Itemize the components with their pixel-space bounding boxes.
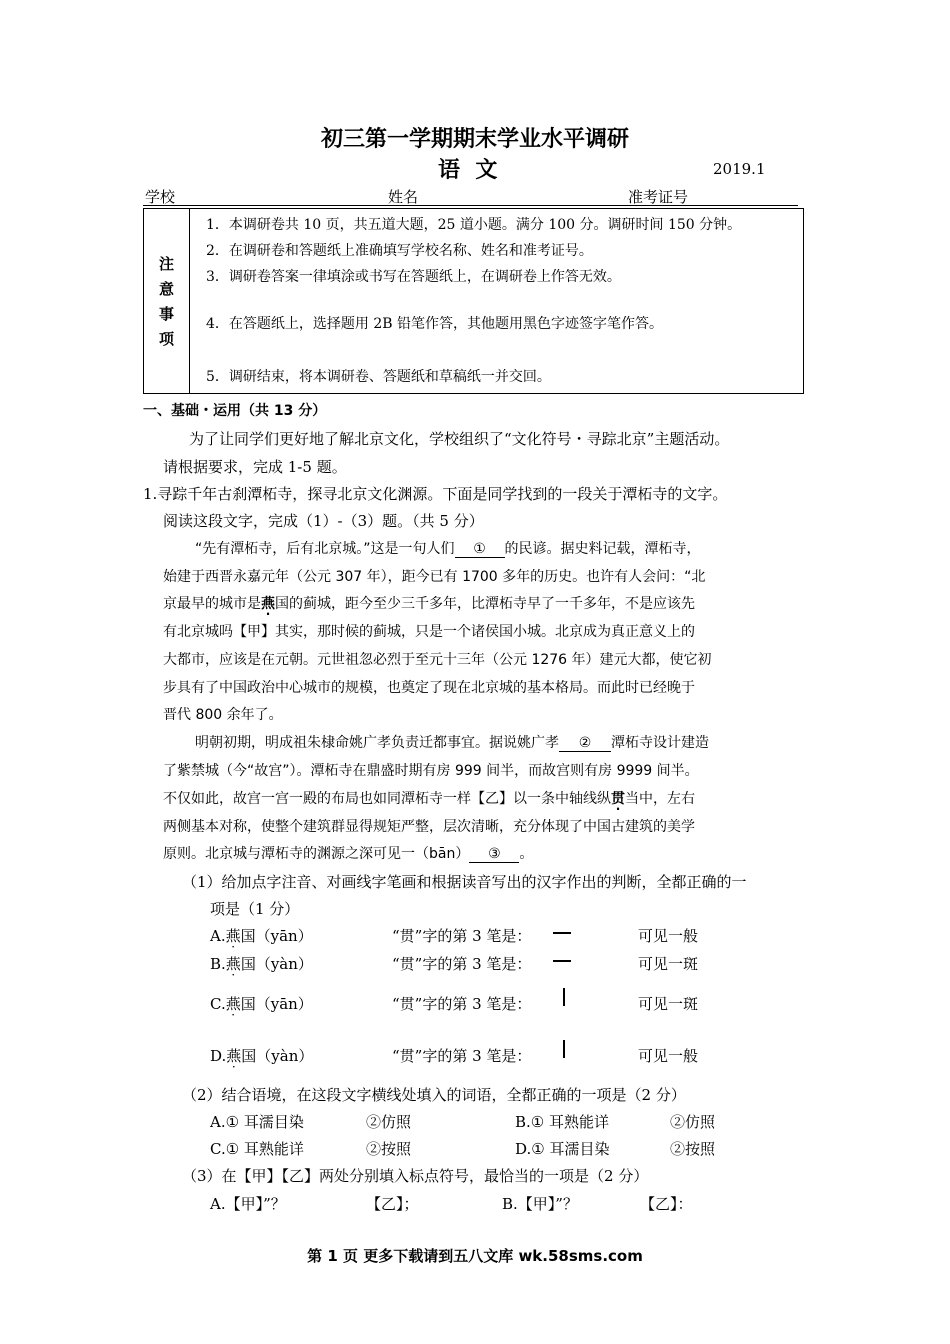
option-choice: B.【甲】”？ bbox=[502, 1195, 578, 1213]
passage-text: 不仅如此，故宫一宫一殿的布局也如同潭柘寺一样【乙】以一条中轴线纵 bbox=[163, 791, 611, 807]
option-choice: C.① 耳熟能详 bbox=[210, 1140, 304, 1158]
option-choice: ②仿照 bbox=[670, 1113, 716, 1131]
option-choice: ②按照 bbox=[366, 1140, 412, 1158]
subquestion-stem: （3）在【甲】【乙】两处分别填入标点符号，最恰当的一项是（2 分） bbox=[182, 1167, 649, 1185]
notice-label-cell bbox=[144, 209, 190, 393]
option-word: 可见一般 bbox=[638, 927, 699, 945]
option-letter: D.燕国（yàn） bbox=[210, 1047, 314, 1065]
stroke-horizontal-icon bbox=[553, 932, 571, 934]
section-heading: 一、基础・运用（共 13 分） bbox=[143, 403, 327, 419]
dotted-char: 燕 bbox=[226, 1047, 242, 1065]
field-exam-id: 准考证号 bbox=[628, 188, 689, 206]
field-name: 姓名 bbox=[388, 188, 419, 206]
option-choice: ②仿照 bbox=[366, 1113, 412, 1131]
field-school: 学校 bbox=[145, 188, 176, 206]
passage-text: 明朝初期，明成祖朱棣命姚广孝负责迁都事宜。据说姚广孝 bbox=[195, 735, 559, 751]
passage-line bbox=[195, 732, 709, 752]
option-letter: A.燕国（yān） bbox=[210, 927, 313, 945]
dotted-char: 燕 bbox=[225, 927, 241, 945]
option-choice: ②按照 bbox=[670, 1140, 716, 1158]
dotted-char: 燕 bbox=[225, 995, 241, 1013]
stroke-question: “贯”字的第 3 笔是： bbox=[392, 955, 532, 973]
option-word: 可见一斑 bbox=[638, 955, 699, 973]
option-choice: B.① 耳熟能详 bbox=[515, 1113, 610, 1131]
passage-line: 有北京城吗【甲】其实，那时候的蓟城，只是一个诸侯国小城。北京成为真正意义上的 bbox=[163, 624, 695, 640]
subquestion-stem: （1）给加点字注音、对画线字笔画和根据读音写出的汉字作出的判断，全都正确的一 bbox=[182, 873, 747, 891]
stroke-question: “贯”字的第 3 笔是： bbox=[392, 927, 532, 945]
notice-label-3: 事 bbox=[159, 305, 175, 323]
section-intro-line: 请根据要求，完成 1-5 题。 bbox=[163, 458, 347, 476]
header-underline bbox=[143, 205, 798, 206]
option-choice: 【乙】： bbox=[640, 1195, 693, 1213]
option-choice: 【乙】； bbox=[366, 1195, 419, 1213]
passage-line: 大都市，应该是在元朝。元世祖忽必烈于至元十三年（公元 1276 年）建元大都，使它初 bbox=[163, 652, 712, 668]
blank-3: ③ bbox=[469, 846, 519, 863]
option-word: 可见一斑 bbox=[638, 995, 699, 1013]
notice-label-1: 注 bbox=[159, 255, 175, 273]
blank-1: ① bbox=[455, 541, 505, 558]
passage-line bbox=[163, 788, 695, 808]
notice-item: 5．调研结束，将本调研卷、答题纸和草稿纸一并交回。 bbox=[206, 369, 551, 385]
notice-label-4: 项 bbox=[159, 330, 175, 348]
stroke-vertical-icon bbox=[563, 1040, 565, 1058]
subquestion-stem: 项是（1 分） bbox=[210, 900, 300, 918]
page-title: 初三第一学期期末学业水平调研 bbox=[320, 127, 629, 152]
passage-line: 了紫禁城（今“故宫”）。潭柘寺在鼎盛时期有房 999 间半，而故宫则有房 9999 间半。 bbox=[163, 763, 699, 779]
dotted-char: 燕 bbox=[225, 955, 241, 973]
notice-item: 4．在答题纸上，选择题用 2B 铅笔作答，其他题用黑色字迹签字笔作答。 bbox=[206, 316, 664, 332]
dotted-char: 燕 bbox=[261, 596, 275, 612]
stroke-horizontal-icon bbox=[553, 960, 571, 962]
stroke-vertical-icon bbox=[563, 988, 565, 1006]
passage-text: 的民谚。据史料记载，潭柘寺， bbox=[504, 541, 701, 557]
passage-text: 国的蓟城，距今至少三千多年，比潭柘寺早了一千多年，不是应该先 bbox=[275, 596, 695, 612]
subject-title: 语 文 bbox=[438, 158, 498, 183]
exam-date: 2019.1 bbox=[713, 160, 766, 178]
blank-2: ② bbox=[559, 735, 611, 752]
passage-text: 原则。北京城与潭柘寺的渊源之深可见一（bān） bbox=[163, 846, 470, 862]
notice-label-2: 意 bbox=[159, 280, 175, 298]
passage-line bbox=[195, 538, 701, 558]
option-choice: A.① 耳濡目染 bbox=[210, 1113, 304, 1131]
option-word: 可见一般 bbox=[638, 1047, 699, 1065]
passage-text: 当中，左右 bbox=[625, 791, 695, 807]
stroke-question: “贯”字的第 3 笔是： bbox=[392, 1047, 532, 1065]
notice-item: 3．调研卷答案一律填涂或书写在答题纸上，在调研卷上作答无效。 bbox=[206, 269, 621, 285]
passage-text: “先有潭柘寺，后有北京城。”这是一句人们 bbox=[195, 541, 455, 557]
dotted-char: 贯 bbox=[611, 791, 625, 807]
page-footer: 第 1 页 更多下载请到五八文库 wk.58sms.com bbox=[307, 1247, 643, 1265]
section-intro-line: 为了让同学们更好地了解北京文化，学校组织了“文化符号・寻踪北京”主题活动。 bbox=[189, 430, 730, 448]
option-choice: A.【甲】”？ bbox=[210, 1195, 286, 1213]
notice-item: 2．在调研卷和答题纸上准确填写学校名称、姓名和准考证号。 bbox=[206, 243, 593, 259]
passage-text: 京最早的城市是 bbox=[163, 596, 261, 612]
passage-text: 潭柘寺设计建造 bbox=[611, 735, 709, 751]
passage-line bbox=[163, 593, 695, 613]
passage-line: 晋代 800 余年了。 bbox=[163, 707, 283, 723]
passage-text: 。 bbox=[519, 846, 534, 862]
question-stem: 阅读这段文字，完成（1）-（3）题。（共 5 分） bbox=[163, 512, 484, 530]
option-letter: C.燕国（yān） bbox=[210, 995, 313, 1013]
passage-line: 始建于西晋永嘉元年（公元 307 年），距今已有 1700 多年的历史。也许有人会问：“北 bbox=[163, 569, 706, 585]
notice-box bbox=[143, 208, 804, 394]
stroke-question: “贯”字的第 3 笔是： bbox=[392, 995, 532, 1013]
option-choice: D.① 耳濡目染 bbox=[515, 1140, 610, 1158]
passage-line: 两侧基本对称，使整个建筑群显得规矩严整，层次清晰，充分体现了中国古建筑的美学 bbox=[163, 819, 695, 835]
notice-item: 1．本调研卷共 10 页，共五道大题，25 道小题。满分 100 分。调研时间 150 分钟。 bbox=[206, 217, 742, 233]
question-stem: 1.寻踪千年古刹潭柘寺，探寻北京文化渊源。下面是同学找到的一段关于潭柘寺的文字。 bbox=[143, 485, 728, 503]
option-letter: B.燕国（yàn） bbox=[210, 955, 313, 973]
passage-line: 步具有了中国政治中心城市的规模，也奠定了现在北京城的基本格局。而此时已经晚于 bbox=[163, 680, 695, 696]
passage-line bbox=[163, 843, 533, 863]
subquestion-stem: （2）结合语境，在这段文字横线处填入的词语，全都正确的一项是（2 分） bbox=[182, 1086, 686, 1104]
